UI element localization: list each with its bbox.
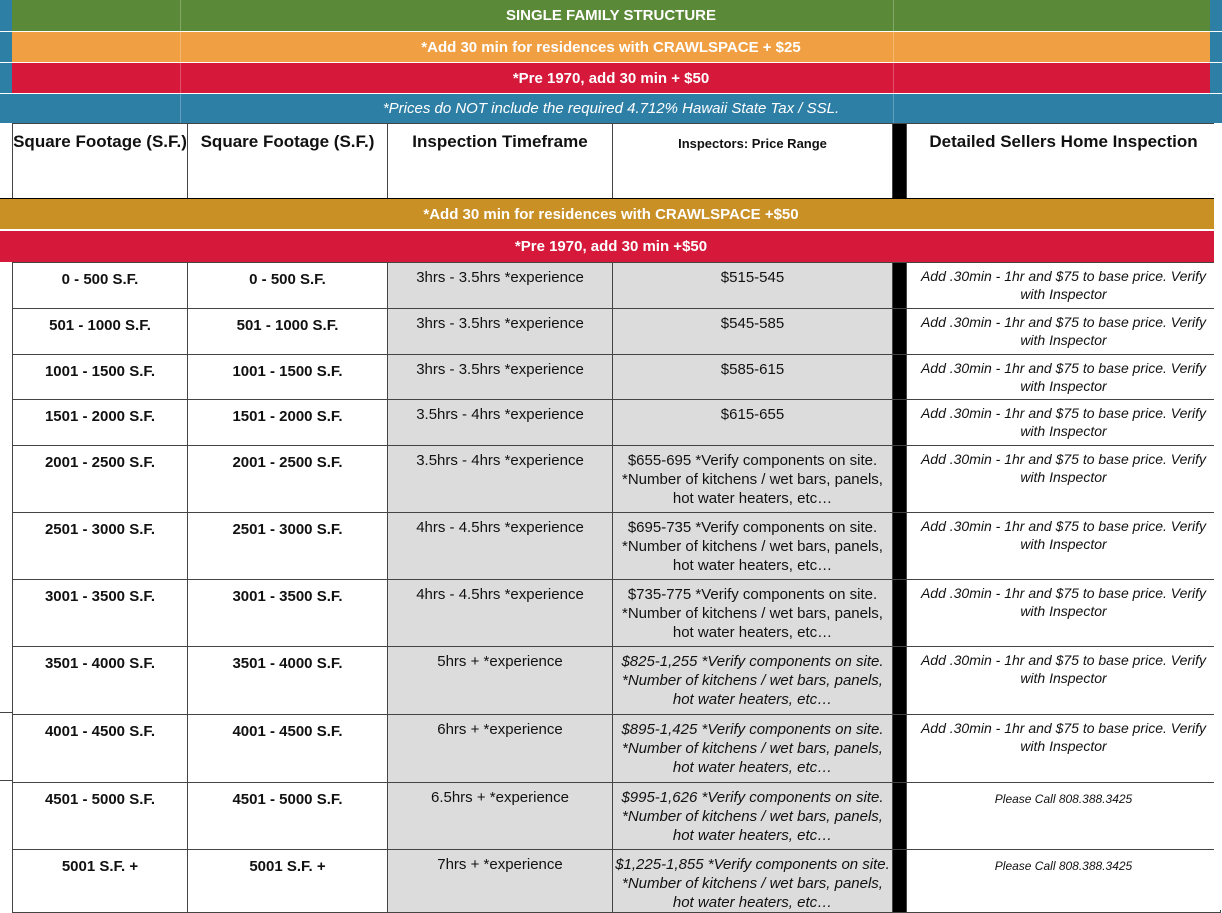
square-footage-cell-2: 4501 - 5000 S.F. xyxy=(188,783,388,850)
header-row xyxy=(12,123,1221,199)
divider-cell xyxy=(893,850,907,913)
square-footage-cell: 1501 - 2000 S.F. xyxy=(13,400,188,446)
square-footage-cell-2: 0 - 500 S.F. xyxy=(188,263,388,309)
price-cell: $545-585 xyxy=(613,309,893,355)
square-footage-cell: 4001 - 4500 S.F. xyxy=(13,715,188,783)
table-row xyxy=(13,647,1221,715)
table-row xyxy=(13,715,1221,783)
table-row xyxy=(13,580,1221,647)
header-detailed-sellers: Detailed Sellers Home Inspection xyxy=(907,124,1221,199)
price-cell: $515-545 xyxy=(613,263,893,309)
pre1970-banner xyxy=(0,63,1222,94)
header-square-footage-2: Square Footage (S.F.) xyxy=(188,124,388,199)
square-footage-cell-2: 2501 - 3000 S.F. xyxy=(188,513,388,580)
detail-cell: Please Call 808.388.3425 xyxy=(907,783,1221,850)
table-row xyxy=(13,309,1221,355)
table-row xyxy=(13,355,1221,400)
timeframe-cell: 3hrs - 3.5hrs *experience xyxy=(388,309,613,355)
detail-cell: Add .30min - 1hr and $75 to base price. Verify with Inspector xyxy=(907,513,1221,580)
header-inspection-timeframe: Inspection Timeframe xyxy=(388,124,613,199)
square-footage-cell-2: 1001 - 1500 S.F. xyxy=(188,355,388,400)
timeframe-cell: 7hrs + *experience xyxy=(388,850,613,913)
divider-cell xyxy=(893,647,907,715)
timeframe-cell: 3.5hrs - 4hrs *experience xyxy=(388,446,613,513)
crawlspace-text: *Add 30 min for residences with CRAWLSPACE + $25 xyxy=(421,38,801,56)
pre1970-banner-2 xyxy=(0,230,1222,262)
header-price-range: Inspectors: Price Range xyxy=(613,124,893,199)
pricing-table xyxy=(12,262,1221,913)
divider-cell xyxy=(893,446,907,513)
timeframe-cell: 3.5hrs - 4hrs *experience xyxy=(388,400,613,446)
square-footage-cell: 2001 - 2500 S.F. xyxy=(13,446,188,513)
detail-cell: Add .30min - 1hr and $75 to base price. Verify with Inspector xyxy=(907,309,1221,355)
price-cell: $825-1,255 *Verify components on site. *Number of kitchens / wet bars, panels, hot water heaters, etc… xyxy=(613,647,893,715)
right-margin xyxy=(1214,123,1222,910)
timeframe-cell: 3hrs - 3.5hrs *experience xyxy=(388,263,613,309)
square-footage-cell: 0 - 500 S.F. xyxy=(13,263,188,309)
price-cell: $895-1,425 *Verify components on site. *Number of kitchens / wet bars, panels, hot water heaters, etc… xyxy=(613,715,893,783)
divider-cell xyxy=(893,580,907,647)
divider-cell xyxy=(893,400,907,446)
square-footage-cell: 3501 - 4000 S.F. xyxy=(13,647,188,715)
detail-cell: Add .30min - 1hr and $75 to base price. Verify with Inspector xyxy=(907,355,1221,400)
price-cell: $655-695 *Verify components on site. *Number of kitchens / wet bars, panels, hot water heaters, etc… xyxy=(613,446,893,513)
price-cell: $995-1,626 *Verify components on site. *Number of kitchens / wet bars, panels, hot water heaters, etc… xyxy=(613,783,893,850)
table-row xyxy=(13,513,1221,580)
table-row xyxy=(13,783,1221,850)
title-text: SINGLE FAMILY STRUCTURE xyxy=(505,7,717,24)
crawlspace-banner xyxy=(0,32,1222,63)
tax-note-banner xyxy=(0,94,1222,123)
square-footage-cell-2: 4001 - 4500 S.F. xyxy=(188,715,388,783)
detail-cell: Add .30min - 1hr and $75 to base price. Verify with Inspector xyxy=(907,263,1221,309)
square-footage-cell-2: 2001 - 2500 S.F. xyxy=(188,446,388,513)
price-cell: $695-735 *Verify components on site. *Number of kitchens / wet bars, panels, hot water heaters, etc… xyxy=(613,513,893,580)
timeframe-cell: 5hrs + *experience xyxy=(388,647,613,715)
square-footage-cell-2: 1501 - 2000 S.F. xyxy=(188,400,388,446)
detail-cell: Add .30min - 1hr and $75 to base price. Verify with Inspector xyxy=(907,400,1221,446)
detail-cell: Add .30min - 1hr and $75 to base price. Verify with Inspector xyxy=(907,647,1221,715)
pre1970-text: *Pre 1970, add 30 min + $50 xyxy=(512,69,710,87)
table-row xyxy=(13,850,1221,913)
price-cell: $1,225-1,855 *Verify components on site. *Number of kitchens / wet bars, panels, hot water heaters, etc… xyxy=(613,850,893,913)
divider-cell xyxy=(893,355,907,400)
table-row xyxy=(13,400,1221,446)
square-footage-cell: 1001 - 1500 S.F. xyxy=(13,355,188,400)
timeframe-cell: 4hrs - 4.5hrs *experience xyxy=(388,580,613,647)
square-footage-cell-2: 5001 S.F. + xyxy=(188,850,388,913)
detail-cell: Add .30min - 1hr and $75 to base price. Verify with Inspector xyxy=(907,580,1221,647)
left-margin xyxy=(0,0,12,910)
header-square-footage-1: Square Footage (S.F.) xyxy=(13,124,188,199)
divider-cell xyxy=(893,263,907,309)
square-footage-cell: 2501 - 3000 S.F. xyxy=(13,513,188,580)
crawlspace-banner-2 xyxy=(0,198,1222,229)
divider-cell xyxy=(893,513,907,580)
tax-note-text: *Prices do NOT include the required 4.712% Hawaii State Tax / SSL. xyxy=(382,100,840,117)
timeframe-cell: 6.5hrs + *experience xyxy=(388,783,613,850)
price-cell: $615-655 xyxy=(613,400,893,446)
pre1970-text-2: *Pre 1970, add 30 min +$50 xyxy=(514,238,708,255)
detail-cell: Please Call 808.388.3425 xyxy=(907,850,1221,913)
square-footage-cell-2: 501 - 1000 S.F. xyxy=(188,309,388,355)
price-cell: $585-615 xyxy=(613,355,893,400)
square-footage-cell: 3001 - 3500 S.F. xyxy=(13,580,188,647)
title-banner xyxy=(0,0,1222,32)
square-footage-cell: 4501 - 5000 S.F. xyxy=(13,783,188,850)
price-cell: $735-775 *Verify components on site. *Number of kitchens / wet bars, panels, hot water heaters, etc… xyxy=(613,580,893,647)
timeframe-cell: 3hrs - 3.5hrs *experience xyxy=(388,355,613,400)
square-footage-cell-2: 3501 - 4000 S.F. xyxy=(188,647,388,715)
divider-cell xyxy=(893,309,907,355)
table-row xyxy=(13,263,1221,309)
detail-cell: Add .30min - 1hr and $75 to base price. Verify with Inspector xyxy=(907,446,1221,513)
divider-cell xyxy=(893,783,907,850)
timeframe-cell: 4hrs - 4.5hrs *experience xyxy=(388,513,613,580)
crawlspace-text-2: *Add 30 min for residences with CRAWLSPACE +$50 xyxy=(423,205,799,223)
table-row xyxy=(13,446,1221,513)
detail-cell: Add .30min - 1hr and $75 to base price. Verify with Inspector xyxy=(907,715,1221,783)
square-footage-cell: 501 - 1000 S.F. xyxy=(13,309,188,355)
divider-column xyxy=(893,124,907,199)
square-footage-cell: 5001 S.F. + xyxy=(13,850,188,913)
timeframe-cell: 6hrs + *experience xyxy=(388,715,613,783)
divider-cell xyxy=(893,715,907,783)
square-footage-cell-2: 3001 - 3500 S.F. xyxy=(188,580,388,647)
